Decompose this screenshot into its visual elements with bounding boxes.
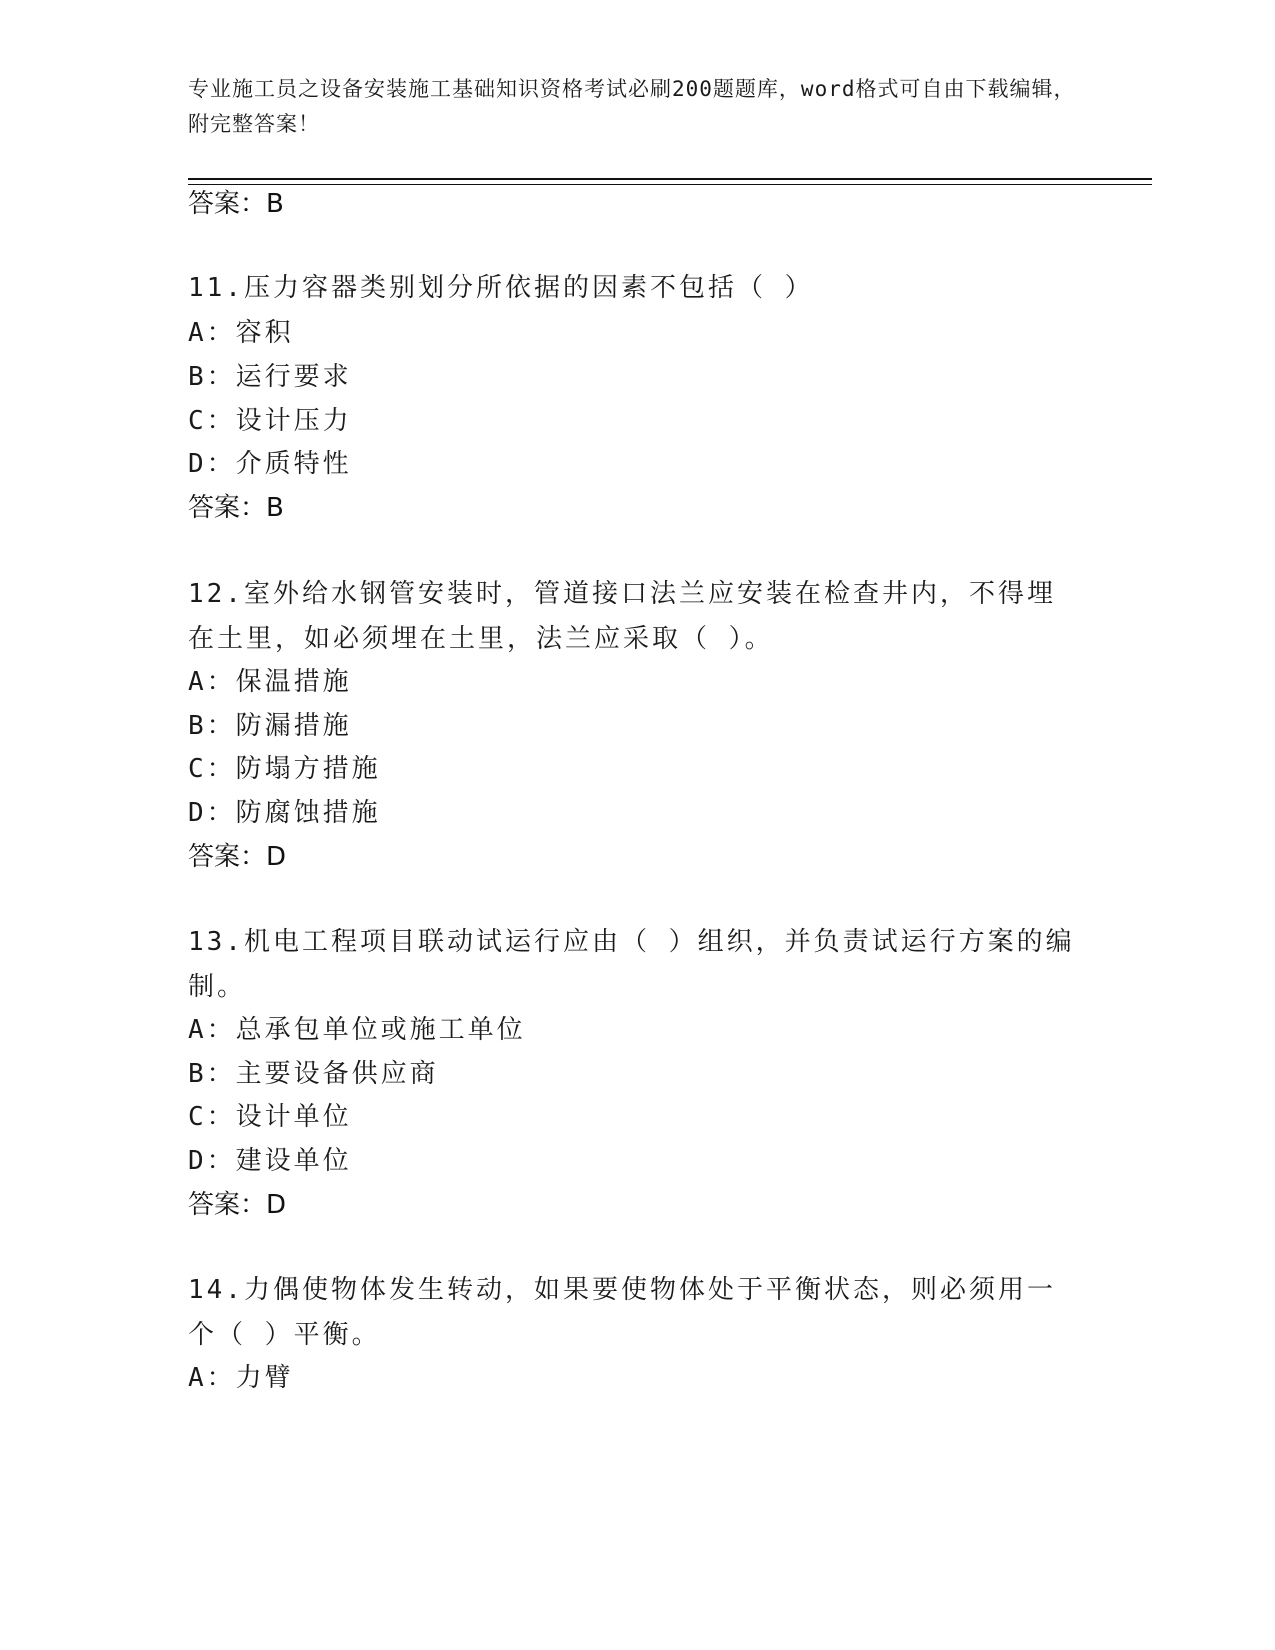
question-11-option-c: C：设计压力 (188, 406, 352, 436)
question-12-option-d: D：防腐蚀措施 (188, 798, 381, 828)
question-11-stem: 11.压力容器类别划分所依据的因素不包括（ ） (188, 273, 814, 303)
question-11-option-d: D：介质特性 (188, 449, 352, 479)
header-divider-thin (188, 184, 1152, 185)
answer-previous: 答案：B (188, 189, 284, 219)
question-11-option-a: A：容积 (188, 318, 294, 348)
question-12-option-b: B：防漏措施 (188, 711, 352, 741)
question-13-stem: 13.机电工程项目联动试运行应由（ ）组织，并负责试运行方案的编制。 (188, 927, 1075, 1002)
header-divider-thick (188, 178, 1152, 180)
question-14-option-a: A：力臂 (188, 1363, 294, 1393)
question-11-option-b: B：运行要求 (188, 362, 352, 392)
document-header: 专业施工员之设备安装施工基础知识资格考试必刷200题题库，word格式可自由下载编辑，附完整答案！ (188, 77, 1076, 136)
question-12-option-a: A：保温措施 (188, 667, 352, 697)
question-12-answer: 答案：D (188, 842, 287, 872)
question-12-option-c: C：防塌方措施 (188, 754, 381, 784)
question-13-option-d: D：建设单位 (188, 1146, 352, 1176)
question-13-option-c: C：设计单位 (188, 1102, 352, 1132)
question-12-stem: 12.室外给水钢管安装时，管道接口法兰应安装在检查井内，不得埋在土里，如必须埋在土里，法兰应采取（ ）。 (188, 579, 1056, 654)
question-13-option-b: B：主要设备供应商 (188, 1059, 439, 1089)
question-11-answer: 答案：B (188, 493, 284, 523)
question-13-option-a: A：总承包单位或施工单位 (188, 1015, 526, 1045)
question-13-answer: 答案：D (188, 1190, 287, 1220)
question-14-stem: 14.力偶使物体发生转动，如果要使物体处于平衡状态，则必须用一个（ ）平衡。 (188, 1275, 1056, 1350)
